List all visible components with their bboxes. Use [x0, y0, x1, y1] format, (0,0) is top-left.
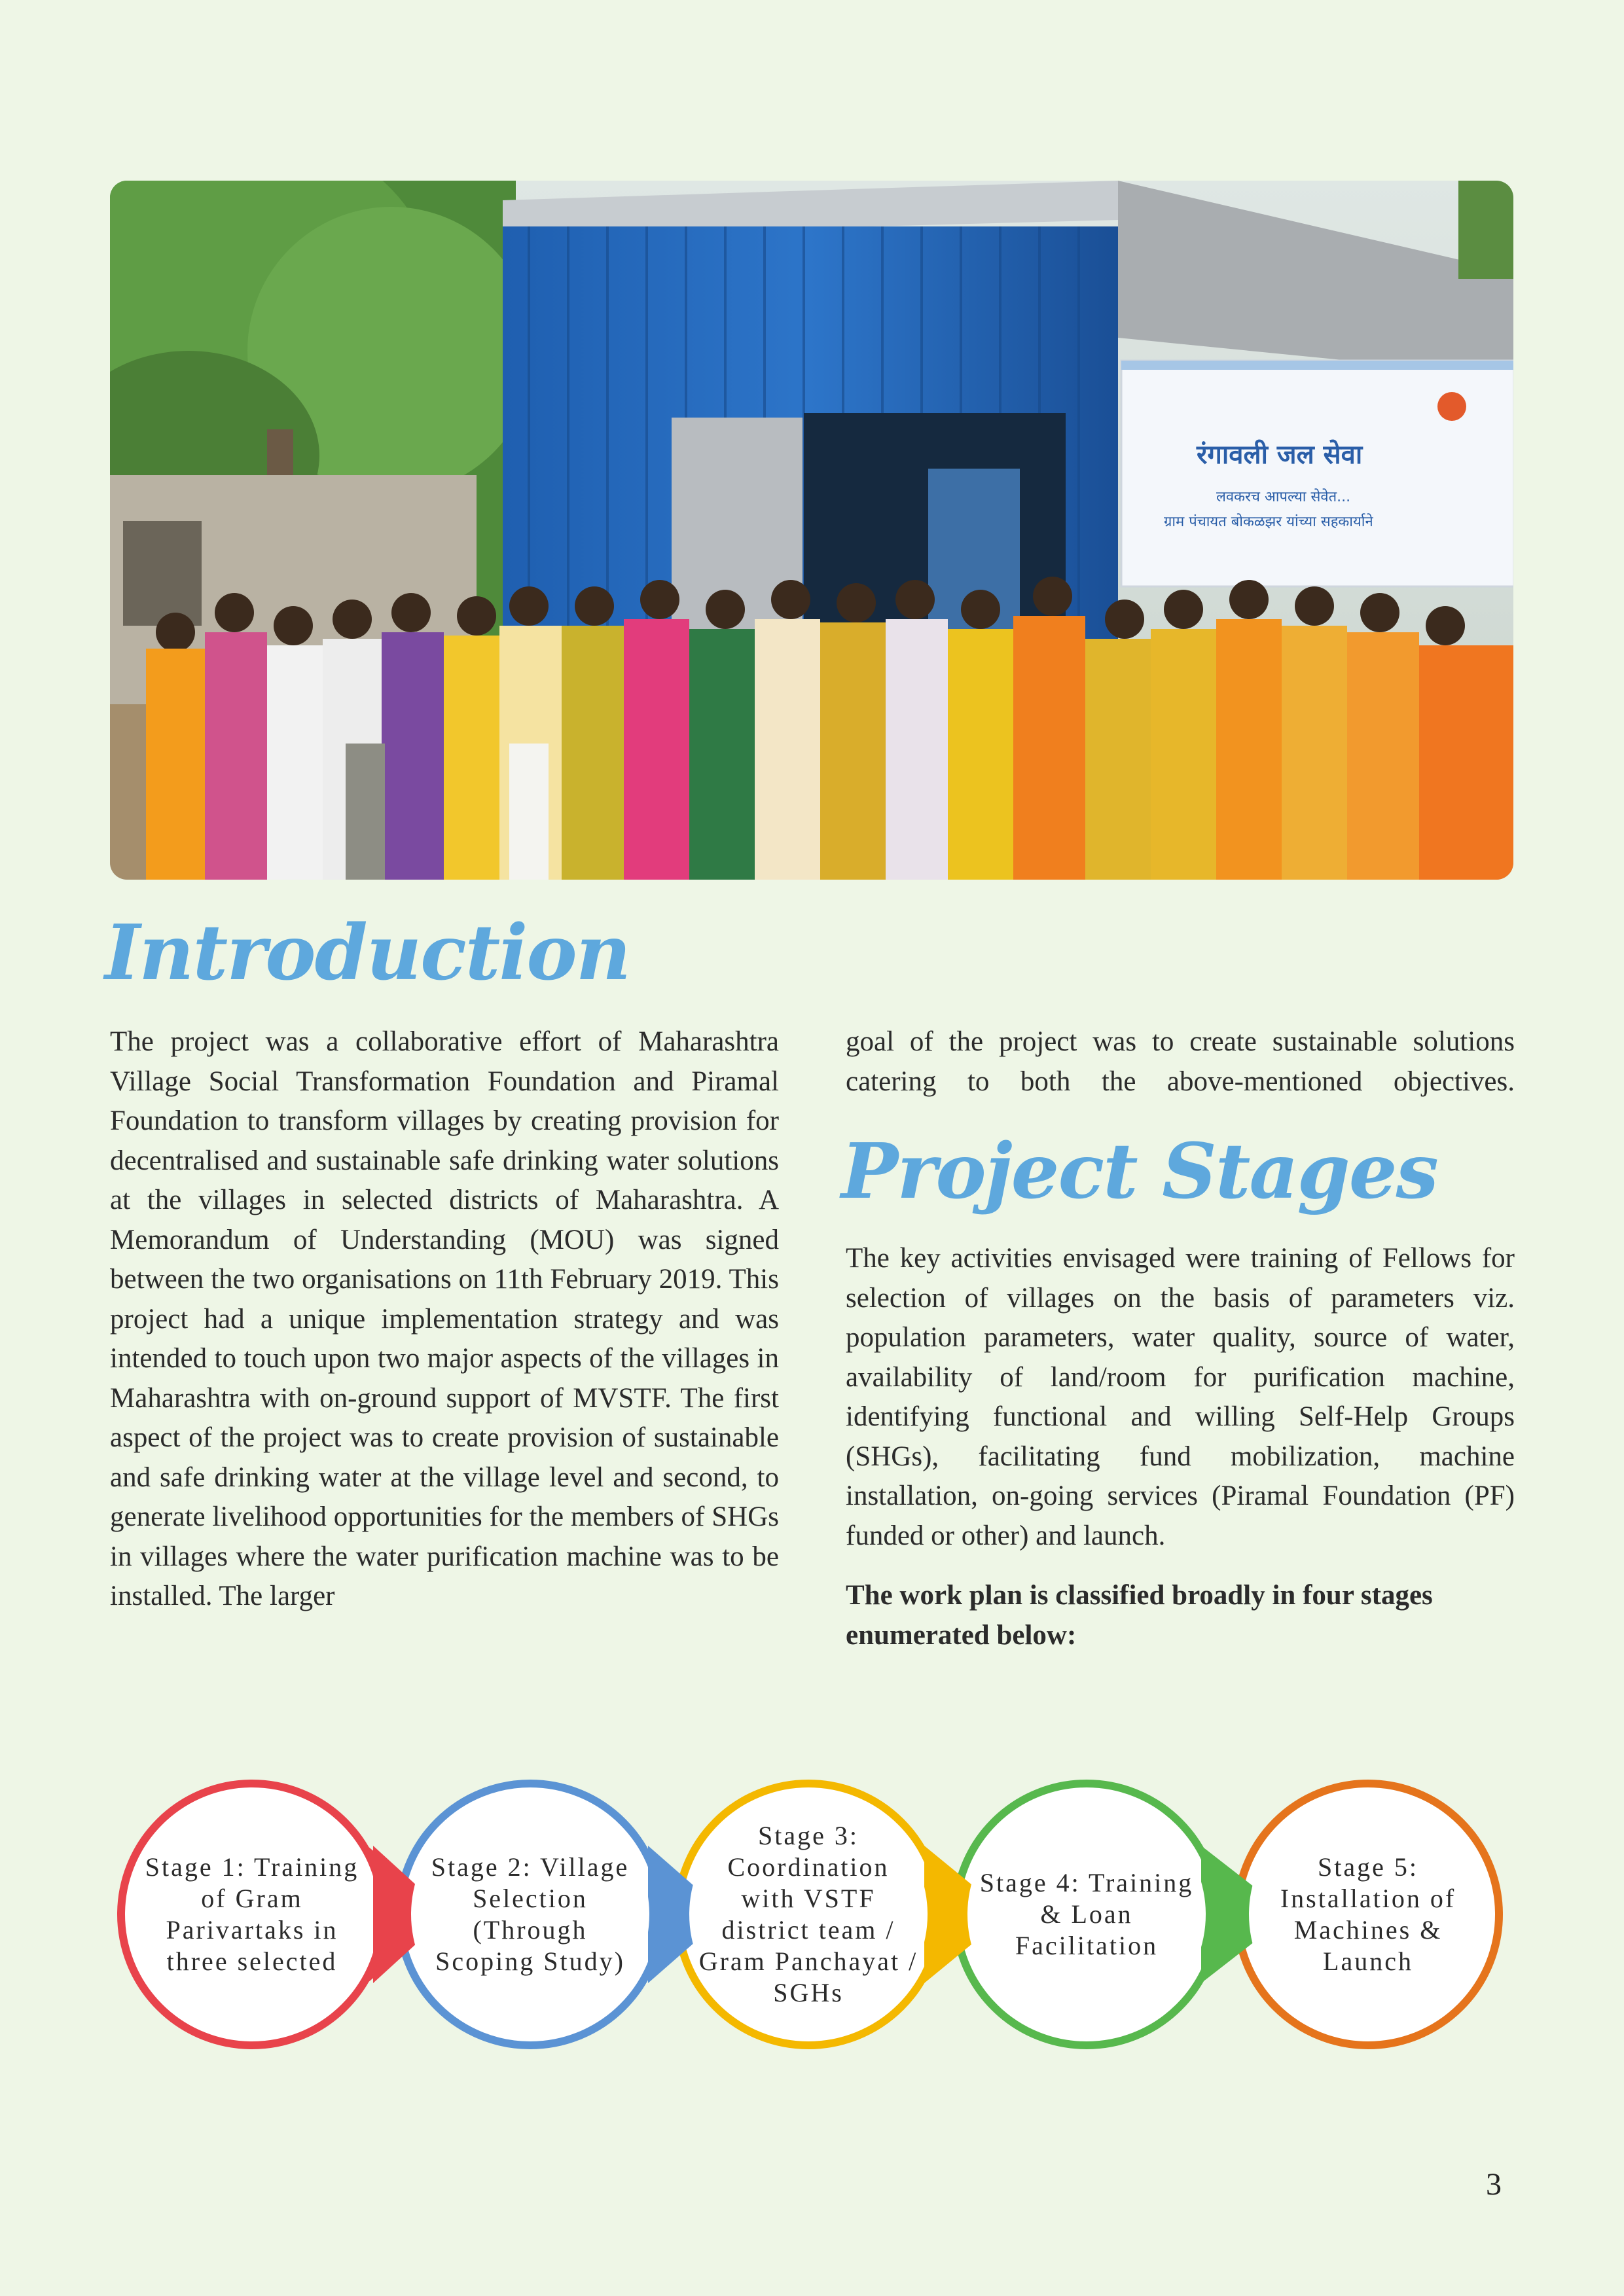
- stage-4-label: Stage 4: Training & Loan Facilitation: [979, 1868, 1194, 1960]
- stage-2: [406, 1790, 655, 2039]
- page-number: 3: [1486, 2167, 1502, 2202]
- banner-title: रंगावली जल सेवा: [1197, 440, 1363, 470]
- introduction-heading: Introduction: [105, 908, 630, 997]
- stage-5-label: Stage 5: Installation of Machines & Launch: [1280, 1852, 1456, 1976]
- project-stages-paragraph: The key activities envisaged were training of Fellows for selection of villages on the basis of parameters viz. population parameters, water quality, source of water, availability of land/room for purification machine, identifying functional and willing Self-Help Groups (SHGs), facilitating fund mobilization, machine installation, on-going services (Piramal Foundation (PF) funded or other) and launch.: [846, 1243, 1515, 1551]
- introduction-paragraph: The project was a collaborative effort of Maharashtra Village Social Transformation Foundation and Piramal Foundation to transform villages by creating provision for decentralised and sustainable safe drinking water solutions at the villages in selected districts of Maharashtra. A Memorandum of Understanding (MOU) was signed between the two organisations on 11th February 2019. This project had a unique implementation strategy and was intended to touch upon two major aspects of the villages in Maharashtra with on-ground support of MVSTF. The first aspect of the project was to create provision of sustainable and safe drinking water at the village level and second, to generate livelihood opportunities for the members of SHGs in villages where the water purification machine was to be installed. The larger: [110, 1026, 779, 1611]
- introduction-paragraph-continued: goal of the project was to create sustainable solutions catering to both the above-mentioned objectives.: [846, 1026, 1515, 1097]
- group-photo-illustration: [110, 181, 1513, 880]
- stage-2-label: Stage 2: Village Selection (Through Scoping Study): [431, 1852, 630, 1976]
- stage-5: [1244, 1790, 1492, 2039]
- stage-4: [962, 1790, 1211, 2039]
- banner-line2: ग्राम पंचायत बोकळझर यांच्या सहकार्याने: [1164, 514, 1373, 530]
- project-stages-heading: Project Stages: [841, 1127, 1437, 1216]
- stage-3-label: Stage 3: Coordination with VSTF district team / Gram Panchayat / SGHs: [698, 1821, 918, 2007]
- stage-3: [684, 1790, 933, 2039]
- cover-photo: [110, 181, 1513, 880]
- stage-flow-diagram: [98, 1754, 1525, 2055]
- work-plan-note: The work plan is classified broadly in four stages enumerated below:: [846, 1580, 1433, 1651]
- stage-1-label: Stage 1: Training of Gram Parivartaks in three selected: [145, 1852, 359, 1976]
- piramal-logo-icon: [1437, 392, 1466, 421]
- stage-1: [128, 1790, 376, 2039]
- banner-line1: लवकरच आपल्या सेवेत...: [1216, 489, 1351, 505]
